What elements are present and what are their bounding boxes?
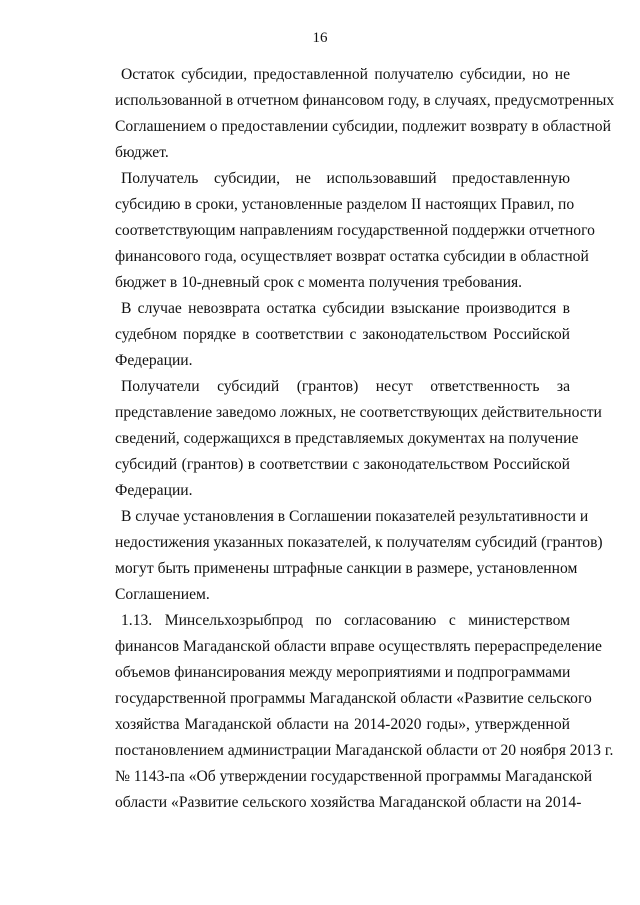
text-line: финансов Магаданской области вправе осуществлять перераспределение [115,638,602,655]
text-line: Остаток субсидии, предоставленной получателю субсидии, но не [121,66,570,83]
paragraph [115,62,615,166]
text-line: Получатель субсидии, не использовавший предоставленную [121,170,570,187]
paragraph [115,166,595,296]
text-line: бюджет в 10-дневный срок с момента получения требования. [115,274,523,291]
text-line: 1.13. Минсельхозрыбпрод по согласованию с министерством [121,612,570,629]
text-line: № 1143-па «Об утверждении государственной программы Магаданской [115,768,593,785]
paragraph [115,374,602,504]
text-line: недостижения указанных показателей, к получателям субсидий (грантов) [115,534,603,551]
text-line: постановлением администрации Магаданской области от 20 ноября 2013 г. [115,742,614,759]
text-line: государственной программы Магаданской области «Развитие сельского [115,690,592,707]
text-line: субсидий (грантов) в соответствии с законодательством Российской [115,456,570,473]
text-line: сведений, содержащихся в представляемых документах на получение [115,430,579,447]
document-body [115,62,615,816]
page-number: 16 [312,30,328,46]
paragraph [115,504,603,608]
text-line: судебном порядке в соответствии с законодательством Российской [115,326,570,343]
text-line: представление заведомо ложных, не соответствующих действительности [115,404,602,421]
text-line: В случае невозврата остатка субсидии взыскание производится в [121,300,570,317]
text-line: использованной в отчетном финансовом году, в случаях, предусмотренных [115,92,615,109]
text-line: субсидию в сроки, установленные разделом II настоящих Правил, по [115,196,575,213]
text-line: Федерации. [115,352,193,369]
paragraph [115,608,614,816]
text-line: В случае установления в Соглашении показателей результативности и [121,508,589,525]
text-line: бюджет. [115,144,169,161]
text-line: финансового года, осуществляет возврат остатка субсидии в областной [115,248,589,265]
text-line: области «Развитие сельского хозяйства Магаданской области на 2014- [115,794,582,811]
text-line: хозяйства Магаданской области на 2014-2020 годы», утвержденной [115,716,570,733]
text-line: соответствующим направлениям государственной поддержки отчетного [115,222,595,239]
text-line: Соглашением. [115,586,210,603]
text-line: могут быть применены штрафные санкции в размере, установленном [115,560,578,577]
text-line: Федерации. [115,482,193,499]
text-line: Получатели субсидий (грантов) несут ответственность за [121,378,570,395]
paragraph [115,296,570,374]
text-line: Соглашением о предоставлении субсидии, подлежит возврату в областной [115,118,611,135]
text-line: объемов финансирования между мероприятиями и подпрограммами [115,664,571,681]
